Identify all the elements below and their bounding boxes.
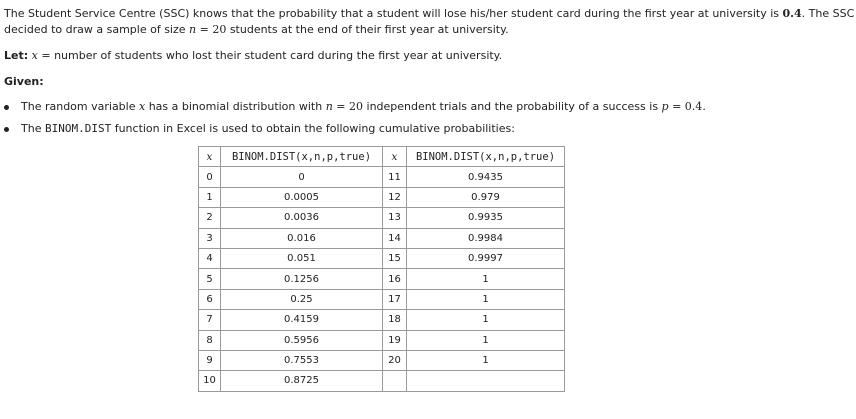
p-value: = 0.4 [668,100,703,113]
bullet-2-text: The [21,122,45,135]
cell-x: 14 [383,228,407,248]
cumulative-probability-table [198,146,565,392]
n-variable: n [325,100,333,113]
cell-prob: 0.016 [221,228,383,248]
cell-x: 12 [383,187,407,207]
column-header-binom: BINOM.DIST(x,n,p,true) [221,147,383,167]
cell-x: 6 [199,289,221,309]
bullet-2-text-2: function in Excel is used to obtain the following cumulative probabilities: [111,122,515,135]
intro-text-2: decided to draw a sample of size [4,23,190,36]
table-row [199,269,565,289]
cell-x: 7 [199,310,221,330]
intro-line-1 [4,6,854,22]
cell-x: 8 [199,330,221,350]
cell-x: 4 [199,248,221,268]
table-row [199,187,565,207]
given-label: Given: [4,75,44,88]
cell-prob: 0.4159 [221,310,383,330]
table-row [199,371,565,391]
cell-prob [407,371,565,391]
cell-prob: 0.8725 [221,371,383,391]
bullet-1-text-2: has a binomial distribution with [145,100,326,113]
table-header-row [199,147,565,167]
cell-x: 17 [383,289,407,309]
n-value: = 20 [196,23,227,36]
bullet-dot-icon [4,105,9,110]
cell-prob: 1 [407,350,565,370]
cell-x: 5 [199,269,221,289]
cell-prob: 0.9984 [407,228,565,248]
cell-prob: 0.9997 [407,248,565,268]
let-definition: number of students who lost their student card during the first year at university. [50,49,503,62]
cell-prob: 0.979 [407,187,565,207]
intro-line-2 [4,22,509,38]
equals-sign: = [37,49,51,62]
cell-x [383,371,407,391]
x-variable: x [139,100,146,113]
table-row [199,167,565,187]
cell-prob: 0 [221,167,383,187]
cell-prob: 1 [407,310,565,330]
table-row [199,228,565,248]
cell-prob: 0.0036 [221,208,383,228]
column-header-binom: BINOM.DIST(x,n,p,true) [407,147,565,167]
p-variable: p [661,100,669,113]
cell-prob: 0.9935 [407,208,565,228]
cell-prob: 1 [407,269,565,289]
let-label: Let: [4,49,29,62]
intro-text-end: . The SSC [801,7,855,20]
function-name: BINOM.DIST [44,122,112,135]
cell-prob: 1 [407,330,565,350]
cell-prob: 0.5956 [221,330,383,350]
bullet-1-period: . [702,100,706,113]
cell-x: 16 [383,269,407,289]
cell-x: 19 [383,330,407,350]
let-statement [4,48,502,64]
table-row [199,289,565,309]
table-row [199,350,565,370]
x-variable: x [31,49,38,62]
cell-x: 15 [383,248,407,268]
cell-prob: 0.25 [221,289,383,309]
bullet-1-text-3: independent trials and the probability of a success is [363,100,662,113]
column-header-x: x [383,147,407,167]
cell-x: 2 [199,208,221,228]
cell-x: 13 [383,208,407,228]
cell-prob: 0.1256 [221,269,383,289]
bullet-dot-icon [4,127,9,132]
intro-text: The Student Service Centre (SSC) knows that the probability that a student will lose his/her student card during the first year at university is [4,7,783,20]
table-row [199,208,565,228]
cell-x: 11 [383,167,407,187]
table-row [199,330,565,350]
cell-x: 3 [199,228,221,248]
cell-x: 18 [383,310,407,330]
probability-value: 0.4 [782,7,802,20]
table-row [199,310,565,330]
column-header-x: x [199,147,221,167]
n-value: = 20 [332,100,364,113]
cell-prob: 0.0005 [221,187,383,207]
intro-text-2-end: students at the end of their first year at university. [226,23,509,36]
bullet-1-text: The random variable [21,100,139,113]
cell-x: 1 [199,187,221,207]
cell-x: 20 [383,350,407,370]
cell-prob: 0.7553 [221,350,383,370]
cell-prob: 1 [407,289,565,309]
cell-x: 10 [199,371,221,391]
table-row [199,248,565,268]
cell-x: 9 [199,350,221,370]
n-variable: n [189,23,197,36]
cell-prob: 0.051 [221,248,383,268]
cell-prob: 0.9435 [407,167,565,187]
cell-x: 0 [199,167,221,187]
